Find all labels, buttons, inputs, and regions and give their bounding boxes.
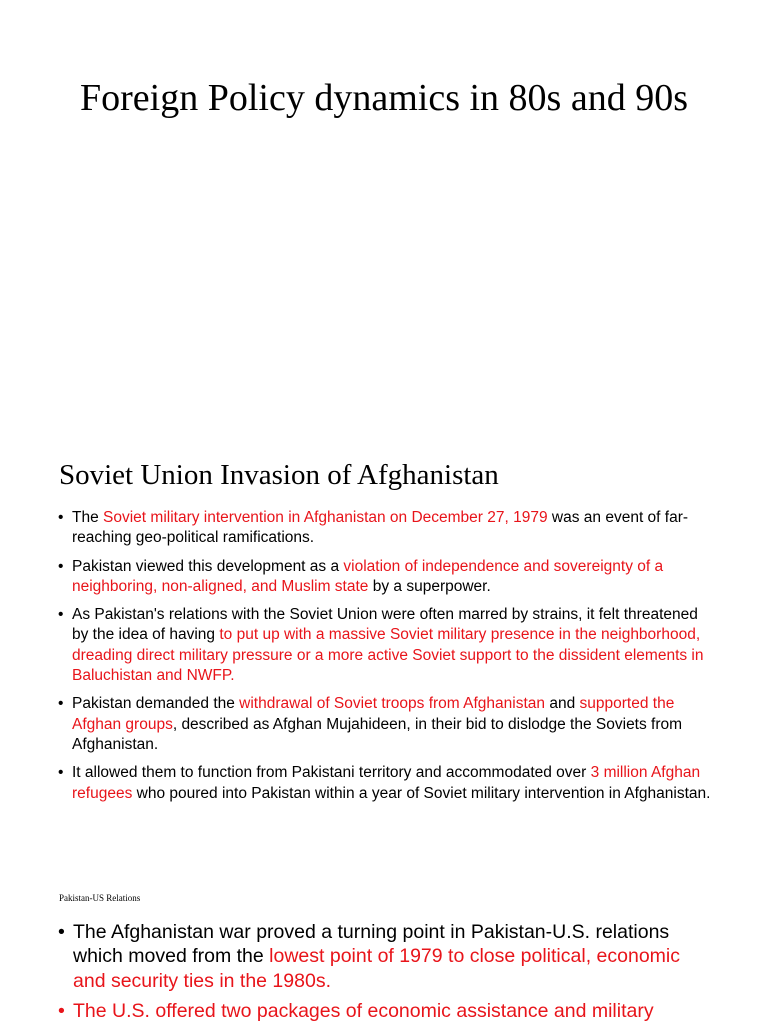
bullet-icon: • — [58, 509, 64, 526]
highlighted-text: violation of independence and sovereignty of a neighboring, non-aligned, and Muslim state — [72, 557, 664, 595]
slide-pakistan-us-relations — [0, 870, 768, 1024]
bullet-text: It allowed them to function from Pakistani territory and accommodated over — [72, 764, 591, 782]
highlighted-text: lowest point of 1979 to close political, economic and security ties in the 1980s. — [73, 945, 680, 992]
slide-heading: Soviet Union Invasion of Afghanistan — [59, 459, 499, 491]
bullet-icon: • — [58, 557, 64, 575]
bullet-text: The — [72, 509, 104, 526]
bullet-text: who poured into Pakistan within a year of Soviet military intervention in Afghanistan. — [132, 784, 711, 802]
slide-soviet-invasion — [0, 440, 768, 860]
bullet-list — [58, 508, 718, 812]
bullet-icon: • — [58, 999, 65, 1022]
highlighted-text: The U.S. offered two packages of economic assistance and military — [73, 999, 654, 1022]
slide-title: Foreign Policy dynamics in 80s and 90s — [80, 77, 688, 119]
bullet-item — [58, 999, 708, 1023]
bullet-icon: • — [58, 764, 64, 782]
bullet-item — [58, 605, 718, 686]
highlighted-text: Soviet military intervention in Afghanistan on December 27, 1979 — [103, 509, 548, 526]
bullet-icon: • — [58, 921, 65, 943]
highlighted-text: 3 million Afghan refugees — [72, 764, 701, 802]
bullet-text: and — [545, 695, 580, 713]
slide-heading: Pakistan-US Relations — [59, 893, 141, 903]
highlighted-text: to put up with a massive Soviet military presence in the neighborhood, dreading direct military pressure or a more active Soviet support to the dissident elements in Baluchistan and NWFP. — [72, 626, 704, 685]
bullet-text: was an event of far-reaching geo-political ramifications. — [72, 509, 689, 547]
bullet-icon: • — [58, 695, 64, 713]
bullet-item — [58, 508, 718, 549]
bullet-item — [58, 557, 718, 598]
bullet-item — [58, 920, 708, 993]
highlighted-text: supported the Afghan groups — [72, 695, 675, 733]
bullet-text: Pakistan viewed this development as a — [72, 557, 344, 575]
bullet-text: Pakistan demanded the — [72, 695, 240, 713]
bullet-icon: • — [58, 606, 64, 624]
bullet-item — [58, 763, 718, 804]
bullet-text: , described as Afghan Mujahideen, in their bid to dislodge the Soviets from Afghanistan. — [72, 715, 683, 753]
slide-title-page — [0, 0, 768, 430]
bullet-text: As Pakistan's relations with the Soviet Union were often marred by strains, it felt threatened by the idea of having — [72, 606, 698, 644]
highlighted-text: withdrawal of Soviet troops from Afghanistan — [239, 695, 546, 713]
bullet-text: The Afghanistan war proved a turning point in Pakistan-U.S. relations which moved from the — [73, 921, 670, 968]
bullet-list — [58, 920, 708, 1029]
bullet-item — [58, 694, 718, 755]
bullet-text: by a superpower. — [368, 577, 491, 595]
